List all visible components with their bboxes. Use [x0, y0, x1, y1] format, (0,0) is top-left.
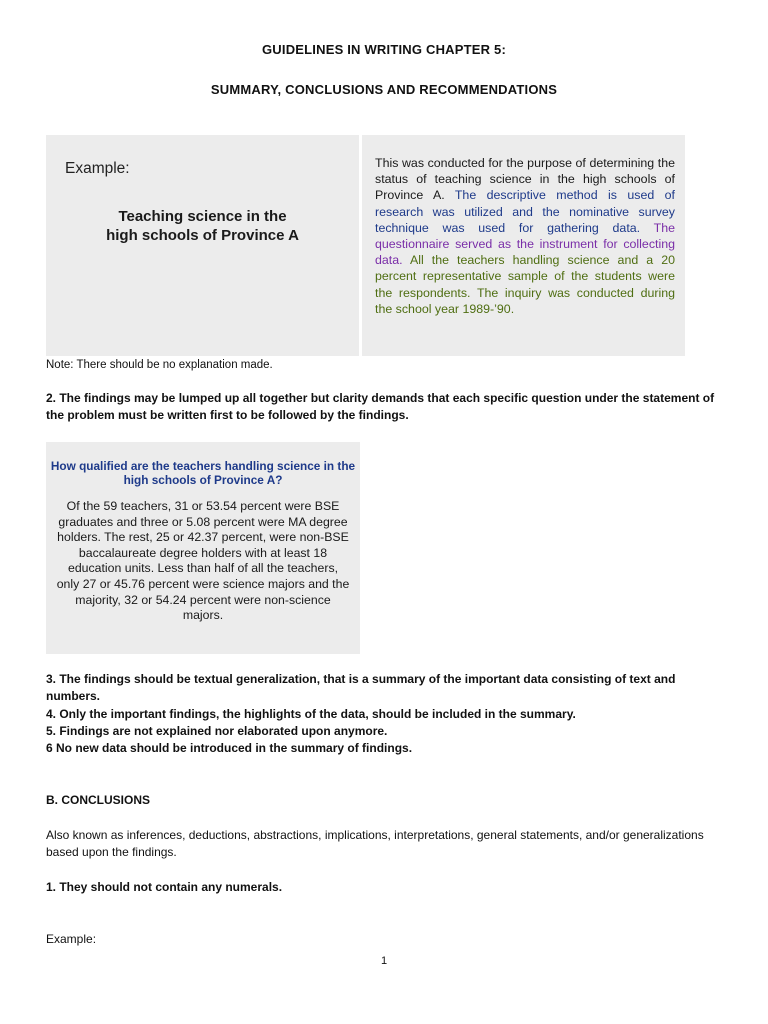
example-heading-line2: high schools of Province A	[106, 227, 299, 244]
example-image-findings	[46, 442, 360, 654]
conclusions-example-label: Example:	[46, 932, 97, 946]
example-segment-instrument: The questionnaire served as the instrument for collecting data.	[375, 220, 675, 268]
example-label: Example:	[65, 160, 130, 177]
example-segment-respondents: All the teachers handling science and a 20 percent representative sample of the students were the respondents.	[375, 253, 676, 300]
guideline-point-3: 3. The findings should be textual generalization, that is a summary of the important data consisting of text and numbers.	[46, 672, 676, 703]
guideline-point-5: 5. Findings are not explained nor elaborated upon anymore.	[46, 724, 388, 738]
findings-answer: Of the 59 teachers, 31 or 53.54 percent were BSE graduates and three or 5.08 percent were MA degree holders. The rest, 25 or 42.37 percent, were non-BSE baccalaureate degree holders with at least 18 education units. Less than half of all the teachers, only 27 or 45.76 percent were science majors and the majority, 32 or 54.24 percent were non-science majors.	[56, 499, 350, 623]
document-subtitle: SUMMARY, CONCLUSIONS AND RECOMMENDATIONS	[210, 82, 558, 97]
document-title: GUIDELINES IN WRITING CHAPTER 5:	[261, 42, 507, 57]
example-segment-purpose: This was conducted for the purpose of determining the status of teaching science in the high schools of Province A.	[375, 156, 675, 203]
example-image-right	[362, 135, 685, 356]
conclusions-heading: B. CONCLUSIONS	[46, 793, 151, 807]
guideline-point-6: 6 No new data should be introduced in the summary of findings.	[46, 741, 413, 755]
guideline-point-4: 4. Only the important findings, the highlights of the data, should be included in the summary.	[46, 707, 576, 721]
example-heading-line1: Teaching science in the	[118, 208, 287, 225]
example-segment-method: The descriptive method is used of research was utilized and the nominative survey technique was used for gathering data.	[375, 188, 675, 235]
findings-question: How qualified are the teachers handling science in the high schools of Province A?	[50, 459, 356, 487]
conclusions-point-1: 1. They should not contain any numerals.	[46, 880, 283, 894]
conclusions-description: Also known as inferences, deductions, abstractions, implications, interpretations, general statements, and/or generalizations based upon the findings.	[46, 828, 704, 859]
example-segment-period: The inquiry was conducted during the school year 1989-’90.	[375, 285, 676, 316]
note-text: Note: There should be no explanation made.	[46, 359, 273, 371]
guideline-point-2: 2. The findings may be lumped up all together but clarity demands that each specific question under the statement of the problem must be written first to be followed by the findings.	[46, 391, 715, 422]
example-image-left	[46, 135, 359, 356]
example-heading	[46, 207, 359, 245]
page-number: 1	[380, 955, 388, 967]
example-paragraph	[375, 155, 675, 317]
